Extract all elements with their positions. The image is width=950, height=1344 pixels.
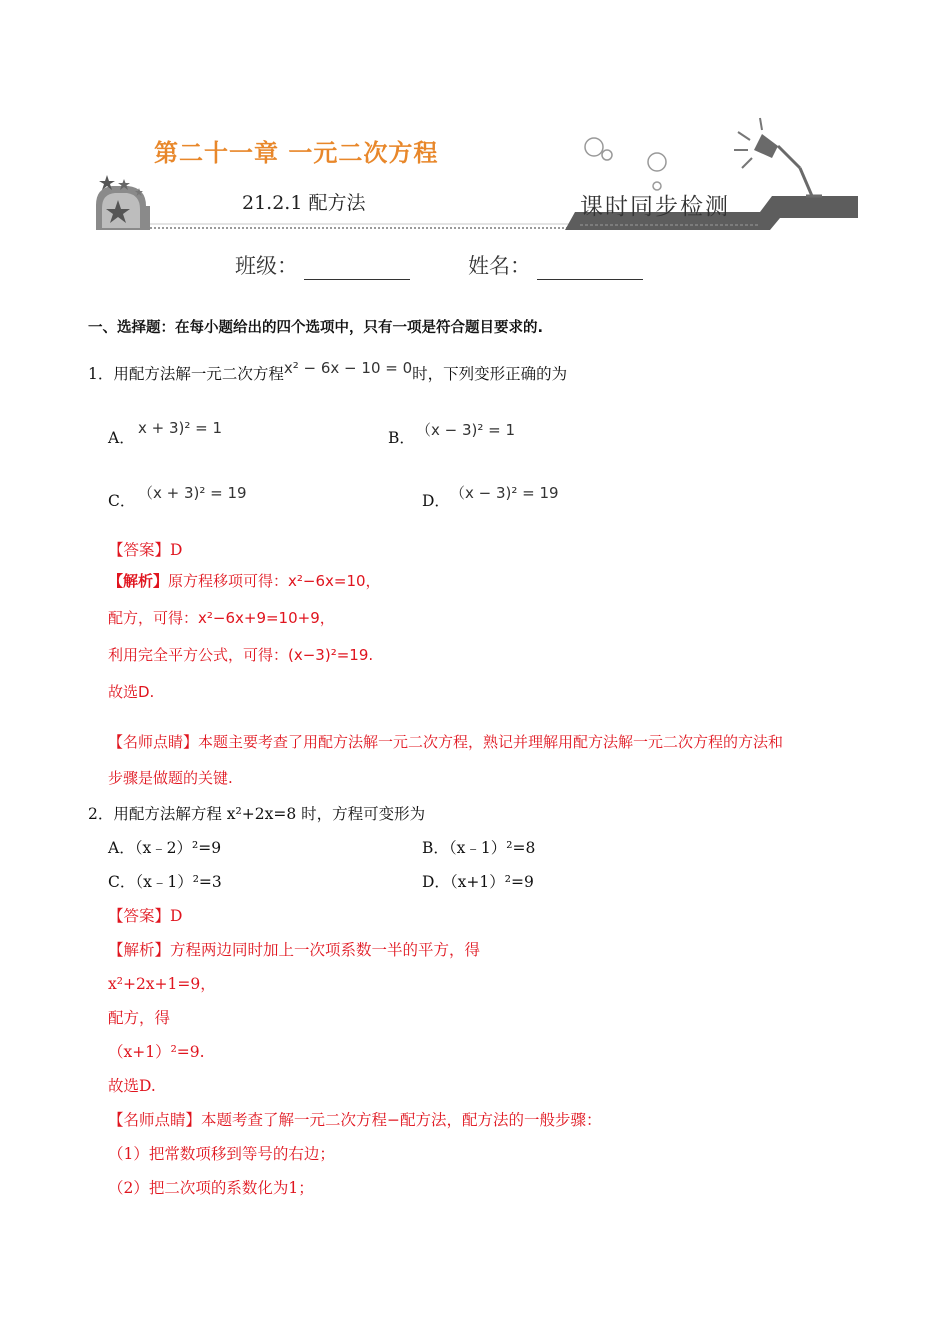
q1-option-a-label: A．	[108, 429, 135, 447]
q2-tip-line-1: 【名师点睛】本题考查了解一元二次方程−配方法，配方法的一般步骤：	[108, 1111, 602, 1129]
q1-option-c-label: C．	[108, 492, 136, 510]
question-1-stem: 1．用配方法解一元二次方程x² − 6x − 10 = 0时，下列变形正确的为	[88, 359, 568, 383]
q2-tip-line-2: （1）把常数项移到等号的右边；	[108, 1145, 335, 1163]
q2-analysis-line-4: （x+1）²=9.	[108, 1043, 205, 1061]
q1-option-a: x + 3)² = 1	[138, 419, 223, 437]
name-label: 姓名：	[468, 254, 531, 278]
q1-option-b: （x − 3)² = 1	[416, 421, 516, 439]
q2-option-a: A．（x﹣2）²=9	[108, 839, 222, 857]
series-label: 课时同步检测	[580, 194, 730, 220]
q2-analysis-line-3: 配方，得	[108, 1009, 171, 1027]
q1-tip-line-1: 【名师点睛】本题主要考查了用配方法解一元二次方程，熟记并理解用配方法解一元二次方程的方法和	[108, 733, 784, 751]
q1-analysis-line-2: 配方，可得：x²−6x+9=10+9，	[108, 609, 335, 627]
q1-analysis-line-3: 利用完全平方公式，可得：(x−3)²=19.	[108, 646, 374, 664]
class-blank	[304, 259, 410, 280]
q1-analysis-line-4: 故选D.	[108, 683, 155, 701]
class-field	[235, 250, 410, 280]
q1-analysis-line-1: 【解析】原方程移项可得：x²−6x=10，	[108, 572, 381, 590]
section-title: 21.2.1 配方法	[242, 192, 366, 214]
q1-equation: x² − 6x − 10 = 0	[283, 359, 413, 377]
q1-option-c: （x + 3)² = 19	[138, 484, 247, 502]
q2-tip-line-3: （2）把二次项的系数化为1；	[108, 1179, 314, 1197]
q1-option-d: （x − 3)² = 19	[450, 484, 559, 502]
q2-analysis-line-2: x²+2x+1=9，	[108, 975, 216, 993]
q2-analysis-line-1: 【解析】方程两边同时加上一次项系数一半的平方，得	[108, 941, 481, 959]
q1-answer: 【答案】D	[108, 541, 183, 559]
class-label: 班级：	[235, 254, 298, 278]
q2-option-c: C．（x﹣1）²=3	[108, 873, 222, 891]
name-blank	[537, 259, 643, 280]
q2-answer: 【答案】D	[108, 907, 183, 925]
q2-analysis-line-5: 故选D.	[108, 1077, 156, 1095]
q1-option-b-label: B．	[388, 429, 415, 447]
q2-option-d: D．（x+1）²=9	[422, 873, 534, 891]
star-badge-icon	[96, 175, 150, 230]
header-banner	[0, 0, 950, 240]
chapter-title: 第二十一章 一元二次方程	[154, 139, 439, 167]
section-heading: 一、选择题：在每小题给出的四个选项中，只有一项是符合题目要求的.	[88, 320, 544, 336]
q2-option-b: B．（x﹣1）²=8	[422, 839, 536, 857]
q1-tip-line-2: 步骤是做题的关键.	[108, 769, 233, 787]
q1-option-d-label: D．	[422, 492, 450, 510]
name-field	[468, 250, 643, 280]
question-2-stem: 2．用配方法解方程 x²+2x=8 时，方程可变形为	[88, 805, 426, 823]
